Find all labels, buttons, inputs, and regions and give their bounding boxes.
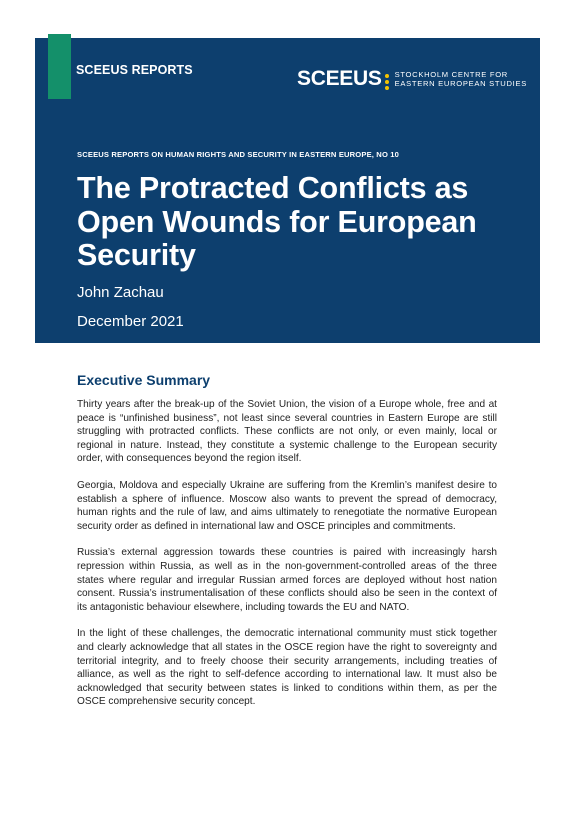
accent-tab: [48, 34, 71, 99]
paragraph: Georgia, Moldova and especially Ukraine are suffering from the Kremlin’s manifest desire to establish a sphere of influence. Moscow also wants to prevent the spread of democracy, human rights and the rule of law, and aims ultimately to renegotiate the normative European security order as defined in international law and OSCE principles and commitments.: [77, 479, 497, 532]
paragraph: Thirty years after the break-up of the Soviet Union, the vision of a Europe whole, free and at peace is “unfinished business”, not least since several countries in Eastern Europe are still struggling with protracted conflicts. These conflicts are not only, or even mainly, local or regional in nature. Instead, they constitute a systemic challenge to the European security order, with consequences beyond the region itself.: [77, 399, 497, 465]
paragraph: In the light of these challenges, the democratic international community must stick together and clearly acknowledge that all states in the OSCE region have the right to sovereignty and territorial integrity, and to freely choose their security arrangements, including treaties of alliance, as well as the right to self-defence according to international law. It must also be acknowledged that security between states is linked to conditions within them, as per the OSCE comprehensive security concept.: [77, 628, 497, 708]
report-title: The Protracted Conflicts as Open Wounds for European Security: [77, 171, 477, 272]
publication-date: December 2021: [77, 313, 184, 330]
logo-subtitle: STOCKHOLM CENTRE FOR EASTERN EUROPEAN STUDIES: [394, 69, 527, 88]
sceeus-logo: [297, 65, 527, 93]
series-label: SCEEUS REPORTS: [76, 63, 193, 77]
logo-dots-icon: [385, 74, 389, 90]
section-heading: Executive Summary: [77, 372, 211, 388]
author: John Zachau: [77, 284, 164, 301]
paragraph: Russia’s external aggression towards these countries is paired with increasingly harsh repression within Russia, as well as in the non-government-controlled areas of the three states where regular and irregular Russian armed forces are deployed without host nation consent. Russia’s instrumentalisation of these conflicts should also be seen in the context of its antagonistic behaviour elsewhere, including towards the EU and NATO.: [77, 547, 497, 613]
logo-wordmark: SCEEUS: [297, 67, 389, 91]
report-series-line: SCEEUS REPORTS ON HUMAN RIGHTS AND SECURITY IN EASTERN EUROPE, NO 10: [77, 150, 400, 159]
summary-body: [77, 398, 497, 722]
